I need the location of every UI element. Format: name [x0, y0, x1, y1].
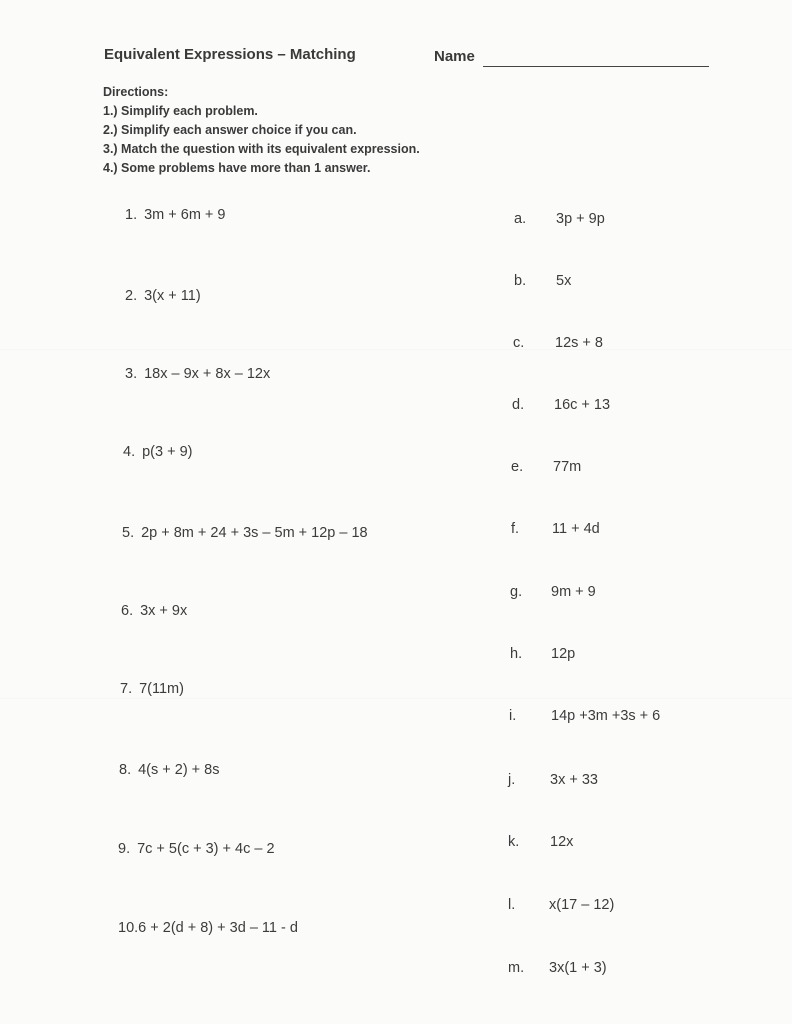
direction-step: 4.) Some problems have more than 1 answer.	[103, 161, 371, 175]
scan-artifact	[0, 349, 792, 350]
question-expression: p(3 + 9)	[142, 444, 193, 460]
question-item	[120, 681, 184, 697]
answer-letter: i.	[509, 708, 517, 724]
question-number: 3.	[125, 366, 138, 382]
answer-expression: 77m	[553, 459, 582, 475]
question-expression: 6 + 2(d + 8) + 3d – 11 - d	[138, 920, 298, 936]
direction-step: 1.) Simplify each problem.	[103, 104, 258, 118]
question-number: 7.	[120, 681, 133, 697]
answer-expression: 16c + 13	[554, 397, 611, 413]
question-number: 1.	[125, 207, 138, 223]
name-blank-line[interactable]	[483, 66, 709, 67]
answer-expression: x(17 – 12)	[549, 897, 615, 913]
answer-expression: 11 + 4d	[552, 521, 600, 537]
answer-expression: 12s + 8	[555, 335, 603, 351]
directions-block	[103, 83, 420, 178]
answer-letter: e.	[511, 459, 524, 475]
question-expression: 3m + 6m + 9	[144, 207, 226, 223]
scan-artifact	[0, 698, 792, 699]
question-item	[119, 762, 220, 778]
answer-letter: b.	[514, 273, 527, 289]
question-item	[123, 444, 192, 460]
question-expression: 3x + 9x	[140, 603, 188, 619]
question-number: 2.	[125, 288, 138, 304]
answer-expression: 9m + 9	[551, 584, 596, 600]
question-number: 8.	[119, 762, 132, 778]
answer-letter: d.	[512, 397, 525, 413]
worksheet-title: Equivalent Expressions – Matching	[104, 46, 356, 63]
answer-letter: c.	[513, 335, 525, 351]
question-item	[121, 603, 187, 619]
question-expression: 4(s + 2) + 8s	[138, 762, 220, 778]
question-expression: 7(11m)	[139, 681, 184, 697]
answer-letter: l.	[508, 897, 516, 913]
answer-expression: 3x + 33	[550, 772, 598, 788]
question-expression: 3(x + 11)	[144, 288, 201, 304]
direction-step: 2.) Simplify each answer choice if you can.	[103, 123, 357, 137]
answer-expression: 12p	[551, 646, 576, 662]
answer-letter: g.	[510, 584, 523, 600]
question-item	[125, 288, 201, 304]
answer-expression: 3x(1 + 3)	[549, 960, 607, 976]
question-item	[125, 366, 270, 382]
question-item	[118, 920, 298, 936]
question-number: 6.	[121, 603, 134, 619]
directions-heading: Directions:	[103, 85, 169, 99]
question-expression: 2p + 8m + 24 + 3s – 5m + 12p – 18	[141, 525, 368, 541]
question-expression: 7c + 5(c + 3) + 4c – 2	[137, 841, 275, 857]
answer-letter: h.	[510, 646, 523, 662]
answer-expression: 14p +3m +3s + 6	[551, 708, 661, 724]
answer-letter: k.	[508, 834, 520, 850]
question-number: 10.	[118, 920, 139, 936]
question-number: 5.	[122, 525, 135, 541]
name-label: Name	[434, 48, 475, 65]
answer-expression: 12x	[550, 834, 574, 850]
answer-letter: j.	[508, 772, 516, 788]
question-expression: 18x – 9x + 8x – 12x	[144, 366, 271, 382]
direction-step: 3.) Match the question with its equivalent expression.	[103, 142, 420, 156]
question-item	[122, 525, 368, 541]
answer-letter: f.	[511, 521, 520, 537]
answer-expression: 5x	[556, 273, 572, 289]
answer-letter: a.	[514, 211, 527, 227]
question-item	[125, 207, 226, 223]
answer-expression: 3p + 9p	[556, 211, 605, 227]
question-item	[118, 841, 275, 857]
question-number: 4.	[123, 444, 136, 460]
question-number: 9.	[118, 841, 131, 857]
answer-letter: m.	[508, 960, 525, 976]
